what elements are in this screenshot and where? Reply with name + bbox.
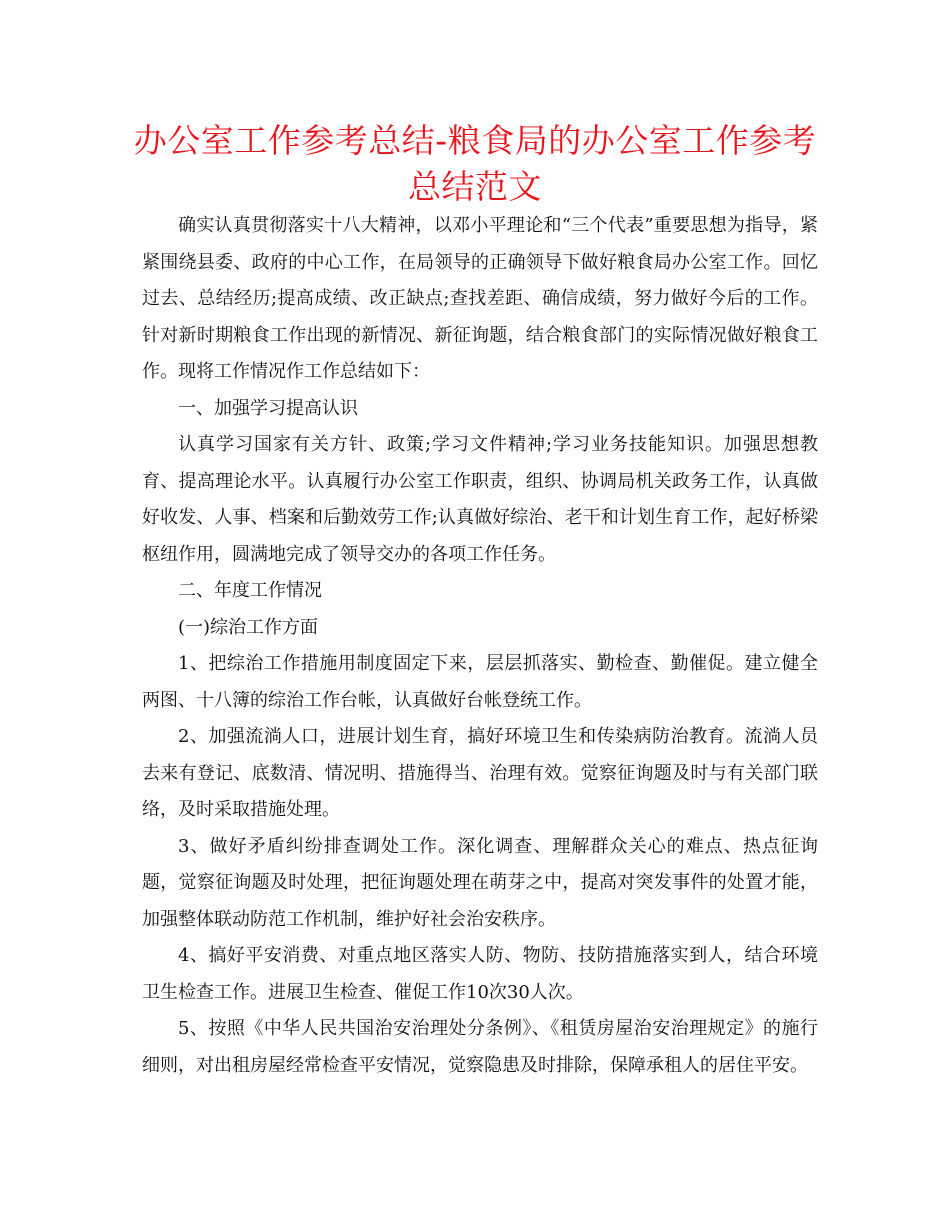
list-item: 3、做好矛盾纠纷排查调处工作。深化调查、理解群众关心的难点、热点征询题，觉察征询题及时处理，把征询题处理在萌芽之中，提高对突发事件的处置才能，加强整体联动防范工作机制，维护好社会治安秩序。: [142, 835, 818, 930]
document-title: 办公室工作参考总结-粮食局的办公室工作参考总结范文: [133, 121, 817, 206]
list-item: 2、加强流淌人口，进展计划生育，搞好环境卫生和传染病防治教育。流淌人员去来有登记、底数清、情况明、措施得当、治理有效。觉察征询题及时与有关部门联络，及时采取措施处理。: [142, 726, 818, 820]
paragraph: 认真学习国家有关方针、政策;学习文件精神;学习业务技能知识。加强思想教育、提高理论水平。认真履行办公室工作职责，组织、协调局机关政务工作，认真做好收发、人事、档案和后勤效劳工作;认真做好综治、老干和计划生育工作，起好桥梁枢纽作用，圆满地完成了领导交办的各项工作任务。: [142, 434, 818, 565]
list-item: 5、按照《中华人民共国治安治理处分条例》、《租赁房屋治安治理规定》的施行细则，对出租房屋经常检查平安情况，觉察隐患及时排除，保障承租人的居住平安。: [142, 1018, 818, 1076]
list-item: 4、搞好平安消费、对重点地区落实人防、物防、技防措施落实到人，结合环境卫生检查工作。进展卫生检查、催促工作10次30人次。: [142, 945, 818, 1003]
document-body: [142, 208, 818, 1084]
paragraph-intro: 确实认真贯彻落实十八大精神，以邓小平理论和“三个代表”重要思想为指导，紧紧围绕县委、政府的中心工作，在局领导的正确领导下做好粮食局办公室工作。回忆过去、总结经历;提高成绩、改正缺点;查找差距、确信成绩，努力做好今后的工作。针对新时期粮食工作出现的新情况、新征询题，结合粮食部门的实际情况做好粮食工作。现将工作情况作工作总结如下：: [142, 215, 818, 382]
section-heading: 二、年度工作情况: [178, 580, 322, 601]
subsection-heading: (一)综治工作方面: [178, 616, 319, 638]
list-item: 1、把综治工作措施用制度固定下来，层层抓落实、勤检查、勤催促。建立健全两图、十八簿的综治工作台帐，认真做好台帐登统工作。: [142, 653, 818, 711]
section-heading: 一、加强学习提高认识: [178, 397, 358, 419]
